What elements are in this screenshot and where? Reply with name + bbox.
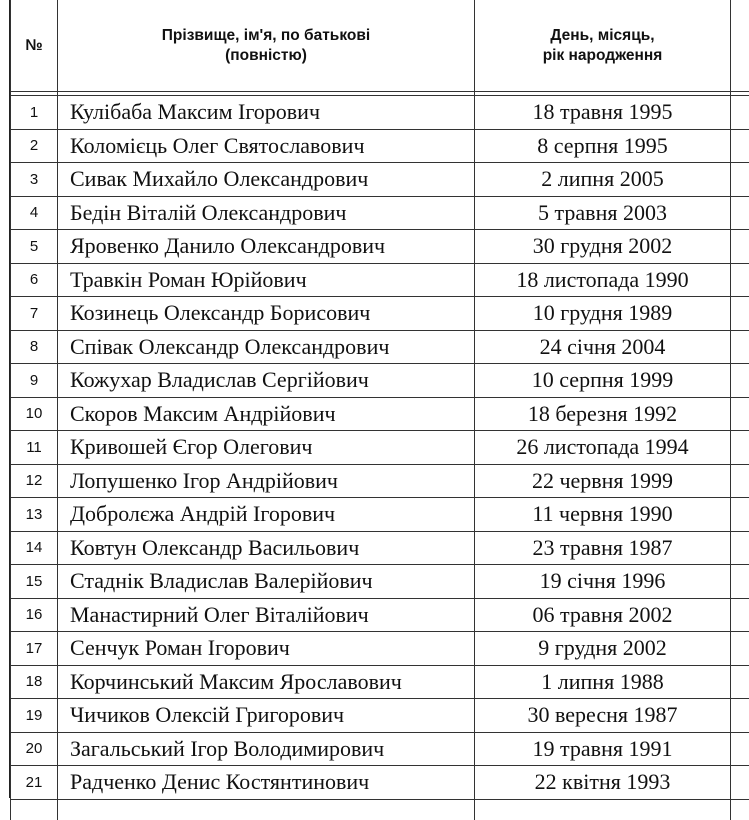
- row-birth-date: 11 червня 1990: [475, 498, 731, 532]
- row-number: 1: [11, 96, 58, 130]
- row-number: 15: [11, 565, 58, 599]
- row-full-name: Манастирний Олег Віталійович: [58, 598, 475, 632]
- table-row: [11, 330, 749, 364]
- header-full-name-line2: (повністю): [58, 46, 474, 66]
- row-extra-cell: [731, 129, 749, 163]
- header-extra-column: [731, 0, 749, 92]
- header-full-name: [58, 0, 475, 92]
- row-number: 17: [11, 632, 58, 666]
- row-full-name: Коломієць Олег Святославович: [58, 129, 475, 163]
- row-extra-cell: [731, 732, 749, 766]
- row-number: 21: [11, 766, 58, 800]
- table-row: [11, 598, 749, 632]
- table-row: [11, 263, 749, 297]
- header-birth-date-line2: рік народження: [475, 46, 730, 66]
- row-birth-date: 18 травня 1995: [475, 96, 731, 130]
- row-extra-cell: [731, 431, 749, 465]
- table-row: [11, 699, 749, 733]
- row-birth-date: 19 січня 1996: [475, 565, 731, 599]
- row-full-name: Скоров Максим Андрійович: [58, 397, 475, 431]
- row-birth-date: 9 грудня 2002: [475, 632, 731, 666]
- row-extra-cell: [731, 498, 749, 532]
- row-birth-date: 10 грудня 1989: [475, 297, 731, 331]
- row-extra-cell: [731, 196, 749, 230]
- table-row: [11, 565, 749, 599]
- table-row: [11, 464, 749, 498]
- row-number: 9: [11, 364, 58, 398]
- row-birth-date: 30 вересня 1987: [475, 699, 731, 733]
- row-number: 10: [11, 397, 58, 431]
- row-birth-date: 19 травня 1991: [475, 732, 731, 766]
- row-number: 6: [11, 263, 58, 297]
- table-tail-row: [11, 799, 749, 820]
- tail-cell: [58, 799, 475, 820]
- row-extra-cell: [731, 699, 749, 733]
- row-full-name: Стаднік Владислав Валерійович: [58, 565, 475, 599]
- row-full-name: Співак Олександр Олександрович: [58, 330, 475, 364]
- row-birth-date: 24 січня 2004: [475, 330, 731, 364]
- row-birth-date: 18 березня 1992: [475, 397, 731, 431]
- row-birth-date: 10 серпня 1999: [475, 364, 731, 398]
- row-full-name: Радченко Денис Костянтинович: [58, 766, 475, 800]
- table-row: [11, 129, 749, 163]
- table-row: [11, 364, 749, 398]
- row-number: 13: [11, 498, 58, 532]
- row-extra-cell: [731, 364, 749, 398]
- row-number: 18: [11, 665, 58, 699]
- row-number: 5: [11, 230, 58, 264]
- row-birth-date: 8 серпня 1995: [475, 129, 731, 163]
- personnel-table: [10, 0, 749, 820]
- row-extra-cell: [731, 330, 749, 364]
- row-full-name: Травкін Роман Юрійович: [58, 263, 475, 297]
- row-number: 11: [11, 431, 58, 465]
- table-row: [11, 498, 749, 532]
- table-row: [11, 96, 749, 130]
- row-full-name: Сенчук Роман Ігорович: [58, 632, 475, 666]
- table-row: [11, 632, 749, 666]
- tail-cell: [731, 799, 749, 820]
- header-number-label: №: [25, 37, 42, 54]
- row-birth-date: 26 листопада 1994: [475, 431, 731, 465]
- row-extra-cell: [731, 263, 749, 297]
- table-header-row: [11, 0, 749, 92]
- document-sheet: [9, 0, 749, 798]
- row-number: 20: [11, 732, 58, 766]
- row-extra-cell: [731, 632, 749, 666]
- row-full-name: Загальський Ігор Володимирович: [58, 732, 475, 766]
- table-row: [11, 531, 749, 565]
- table-row: [11, 732, 749, 766]
- row-number: 8: [11, 330, 58, 364]
- table-row: [11, 196, 749, 230]
- row-extra-cell: [731, 598, 749, 632]
- row-birth-date: 06 травня 2002: [475, 598, 731, 632]
- row-number: 3: [11, 163, 58, 197]
- row-number: 12: [11, 464, 58, 498]
- row-extra-cell: [731, 297, 749, 331]
- row-extra-cell: [731, 565, 749, 599]
- row-number: 14: [11, 531, 58, 565]
- table-row: [11, 665, 749, 699]
- row-number: 19: [11, 699, 58, 733]
- row-birth-date: 30 грудня 2002: [475, 230, 731, 264]
- row-full-name: Чичиков Олексій Григорович: [58, 699, 475, 733]
- row-extra-cell: [731, 531, 749, 565]
- row-extra-cell: [731, 766, 749, 800]
- row-extra-cell: [731, 96, 749, 130]
- row-full-name: Бедін Віталій Олександрович: [58, 196, 475, 230]
- row-extra-cell: [731, 230, 749, 264]
- row-birth-date: 5 травня 2003: [475, 196, 731, 230]
- row-full-name: Сивак Михайло Олександрович: [58, 163, 475, 197]
- row-number: 4: [11, 196, 58, 230]
- tail-cell: [11, 799, 58, 820]
- header-number: [11, 0, 58, 92]
- table-body: [11, 92, 749, 820]
- table-row: [11, 297, 749, 331]
- table-row: [11, 766, 749, 800]
- row-full-name: Добролєжа Андрій Ігорович: [58, 498, 475, 532]
- row-full-name: Корчинський Максим Ярославович: [58, 665, 475, 699]
- row-birth-date: 22 квітня 1993: [475, 766, 731, 800]
- row-number: 16: [11, 598, 58, 632]
- row-birth-date: 2 липня 2005: [475, 163, 731, 197]
- row-full-name: Яровенко Данило Олександрович: [58, 230, 475, 264]
- row-number: 2: [11, 129, 58, 163]
- row-full-name: Кулібаба Максим Ігорович: [58, 96, 475, 130]
- row-birth-date: 1 липня 1988: [475, 665, 731, 699]
- row-birth-date: 22 червня 1999: [475, 464, 731, 498]
- row-full-name: Кожухар Владислав Сергійович: [58, 364, 475, 398]
- row-full-name: Кривошей Єгор Олегович: [58, 431, 475, 465]
- row-birth-date: 23 травня 1987: [475, 531, 731, 565]
- row-full-name: Козинець Олександр Борисович: [58, 297, 475, 331]
- header-full-name-line1: Прізвище, ім'я, по батькові: [58, 26, 474, 46]
- table-row: [11, 163, 749, 197]
- header-birth-date-line1: День, місяць,: [475, 26, 730, 46]
- row-extra-cell: [731, 665, 749, 699]
- table-row: [11, 230, 749, 264]
- table-row: [11, 431, 749, 465]
- row-number: 7: [11, 297, 58, 331]
- tail-cell: [475, 799, 731, 820]
- row-extra-cell: [731, 163, 749, 197]
- header-birth-date: [475, 0, 731, 92]
- row-birth-date: 18 листопада 1990: [475, 263, 731, 297]
- row-extra-cell: [731, 397, 749, 431]
- row-full-name: Лопушенко Ігор Андрійович: [58, 464, 475, 498]
- table-row: [11, 397, 749, 431]
- row-extra-cell: [731, 464, 749, 498]
- row-full-name: Ковтун Олександр Васильович: [58, 531, 475, 565]
